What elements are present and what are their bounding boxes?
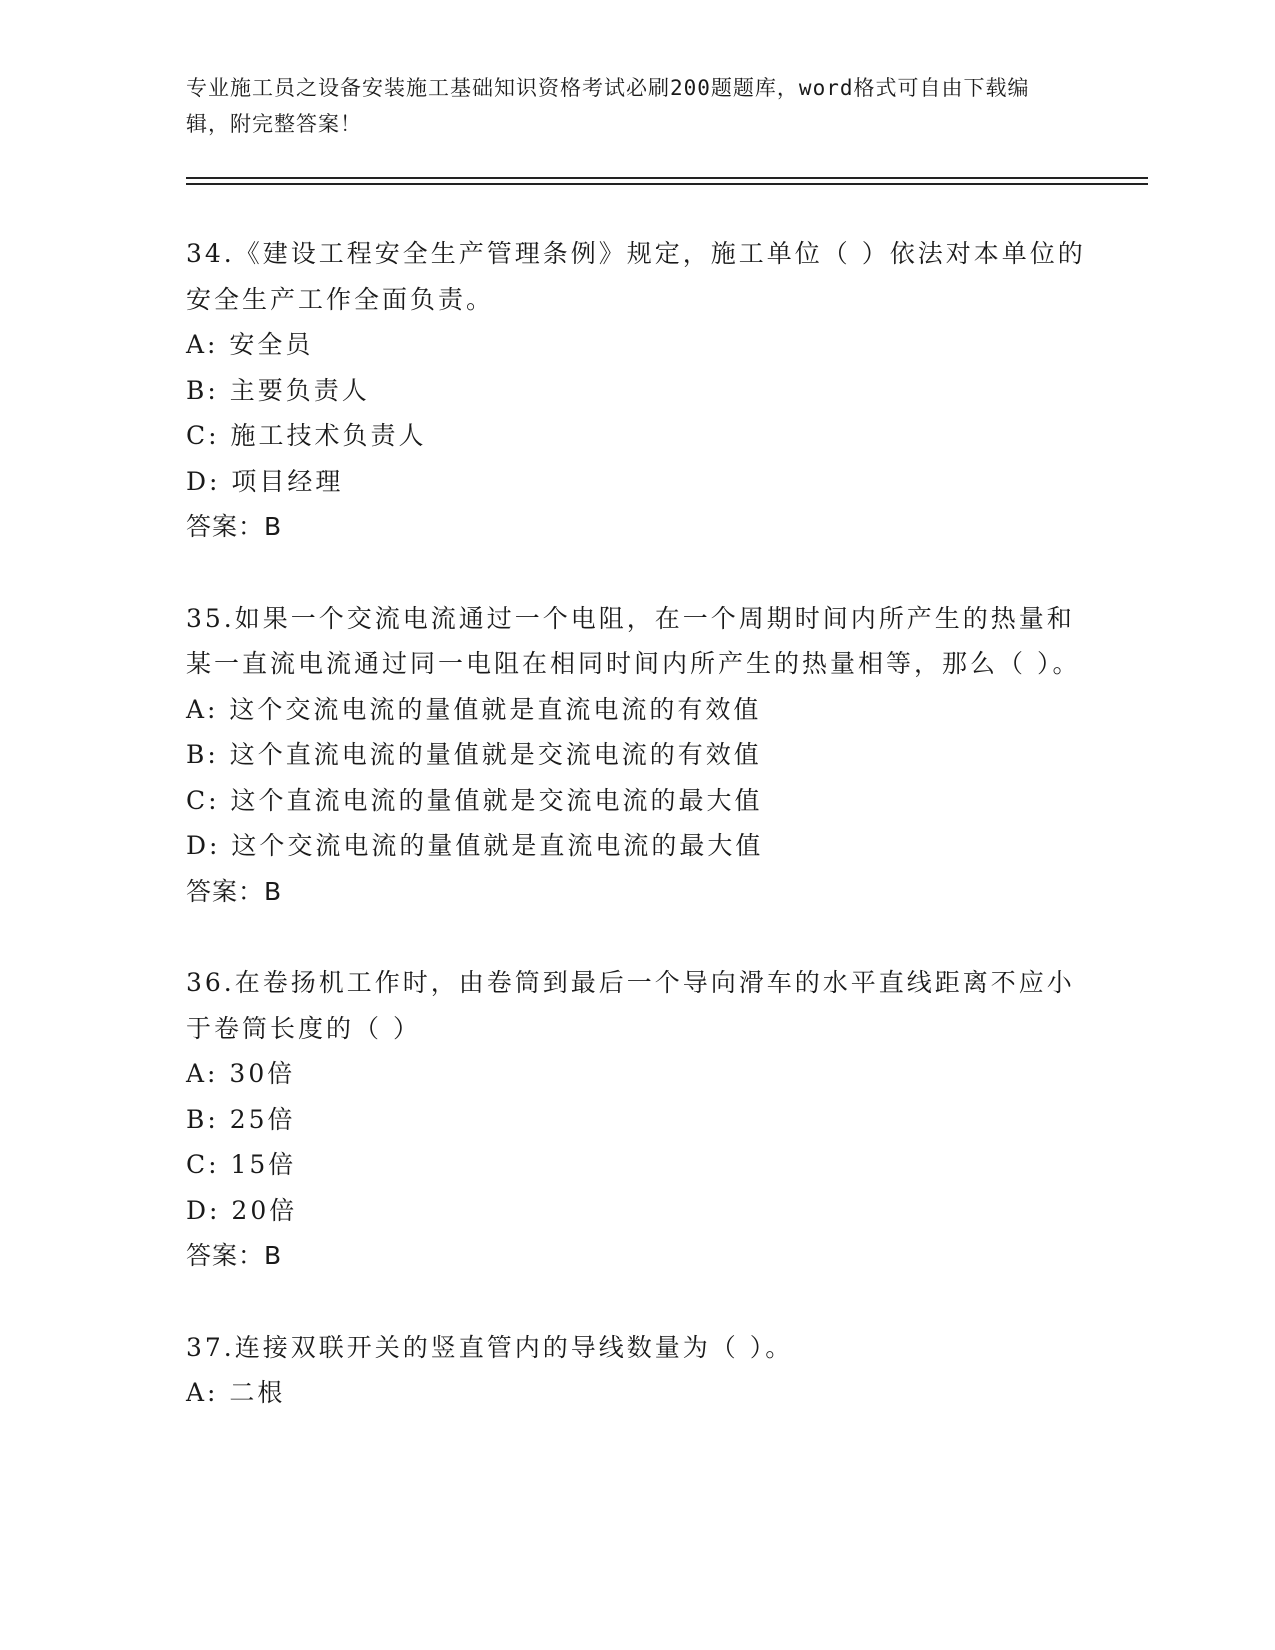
option-d: D: 20倍 xyxy=(186,1195,298,1225)
question-35 xyxy=(186,596,1086,915)
question-37 xyxy=(186,1325,1086,1416)
option-a: A: 30倍 xyxy=(186,1059,296,1088)
answer: 答案：B xyxy=(186,512,283,541)
header-divider-top xyxy=(186,177,1148,179)
answer: 答案：B xyxy=(186,876,283,906)
option-b: B: 25倍 xyxy=(186,1104,296,1134)
document-title: 专业施工员之设备安装施工基础知识资格考试必刷200题题库，word格式可自由下载编辑，附完整答案！ xyxy=(186,76,1030,136)
question-stem: 36.在卷扬机工作时，由卷筒到最后一个导向滑车的水平直线距离不应小于卷筒长度的（ ） xyxy=(186,968,1075,1043)
option-c: C: 15倍 xyxy=(186,1150,297,1179)
answer: 答案：B xyxy=(186,1241,283,1270)
option-c: C: 施工技术负责人 xyxy=(186,421,427,450)
option-a: A: 这个交流电流的量值就是直流电流的有效值 xyxy=(186,694,762,724)
option-b: B: 这个直流电流的量值就是交流电流的有效值 xyxy=(186,740,762,769)
option-a: A: 安全员 xyxy=(186,330,314,359)
option-b: B: 主要负责人 xyxy=(186,375,370,405)
option-a: A: 二根 xyxy=(186,1378,286,1407)
question-34 xyxy=(186,231,1086,550)
header-divider-bottom xyxy=(186,183,1148,185)
question-list xyxy=(186,231,1086,1416)
question-stem: 35.如果一个交流电流通过一个电阻，在一个周期时间内所产生的热量和某一直流电流通过同一电阻在相同时间内所产生的热量相等，那么（ ）。 xyxy=(186,603,1081,678)
question-36 xyxy=(186,960,1086,1279)
option-d: D: 项目经理 xyxy=(186,466,344,496)
question-stem: 34.《建设工程安全生产管理条例》规定，施工单位（ ）依法对本单位的安全生产工作全面负责。 xyxy=(186,239,1086,314)
question-stem: 37.连接双联开关的竖直管内的导线数量为（ ）。 xyxy=(186,1332,794,1362)
document-header xyxy=(186,70,1066,142)
option-d: D: 这个交流电流的量值就是直流电流的最大值 xyxy=(186,831,764,860)
option-c: C: 这个直流电流的量值就是交流电流的最大值 xyxy=(186,785,763,815)
